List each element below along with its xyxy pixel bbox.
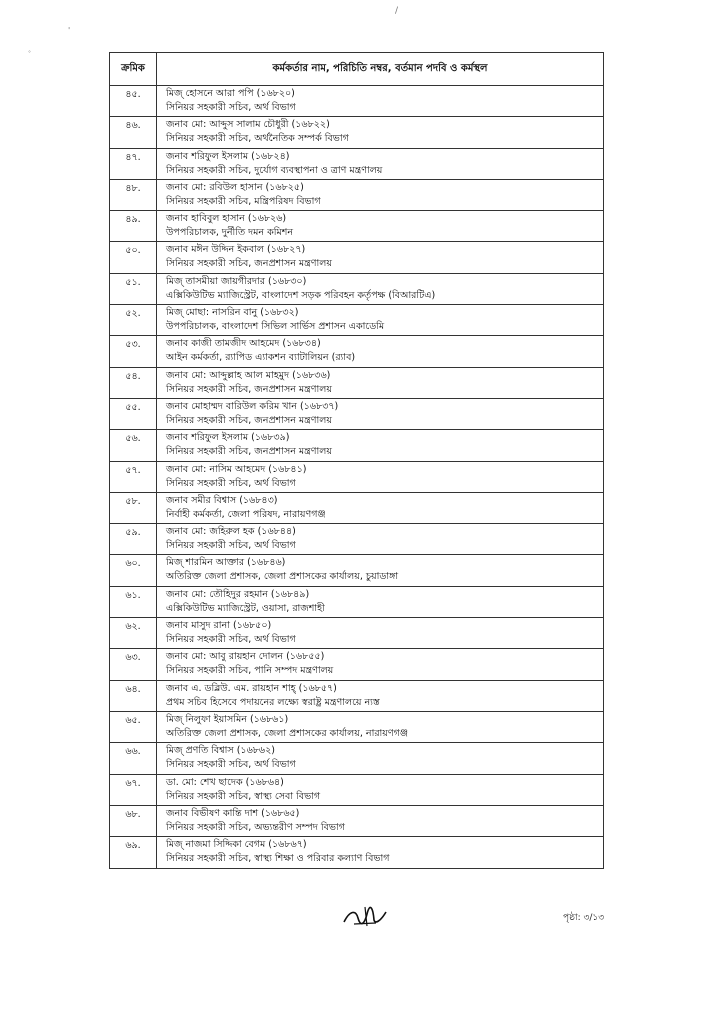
officer-name: জনাব মো: তৌহিদুর রহমান (১৬৮৪৯) (166, 588, 310, 600)
table-row (110, 587, 603, 618)
officer-details (157, 336, 603, 366)
officer-post: সিনিয়র সহকারী সচিব, অর্থ বিভাগ (166, 540, 296, 552)
officer-post: সিনিয়র সহকারী সচিব, অর্থ বিভাগ (166, 634, 296, 646)
table-row (110, 305, 603, 336)
stray-mark: ' (68, 26, 71, 35)
serial-number: ৬২. (110, 618, 157, 648)
officer-post: সিনিয়র সহকারী সচিব, জনপ্রশাসন মন্ত্রণালয় (166, 258, 332, 270)
officer-details (157, 399, 603, 429)
serial-number: ৫৬. (110, 430, 157, 460)
serial-number: ৪৫. (110, 86, 157, 116)
officer-post: সিনিয়র সহকারী সচিব, স্বাস্থ্য শিক্ষা ও পরিবার কল্যাণ বিভাগ (166, 853, 390, 865)
officer-details (157, 649, 603, 679)
table-header-row (110, 53, 603, 86)
officer-details (157, 149, 603, 179)
page-number: পৃষ্ঠা: ৩/১৩ (563, 913, 605, 923)
table-row (110, 743, 603, 774)
table-row (110, 368, 603, 399)
serial-column-header: ক্রমিক (110, 53, 157, 85)
officer-details (157, 775, 603, 805)
table-row (110, 399, 603, 430)
table-row (110, 712, 603, 743)
table-row (110, 274, 603, 305)
officer-name: জনাব মো: নাসিম আহমেদ (১৬৮৪১) (166, 463, 307, 475)
officer-post: প্রথম সচিব হিসেবে পদায়নের লক্ষ্যে স্বরাষ্ট্র মন্ত্রণালয়ে ন্যস্ত (166, 696, 380, 708)
stray-mark: ° (28, 50, 31, 57)
officer-details (157, 86, 603, 116)
officer-details (157, 806, 603, 836)
officer-details (157, 618, 603, 648)
officer-name: ডা. মো: শেখ ছাদেক (১৬৮৬৪) (166, 776, 284, 788)
officer-post: সিনিয়র সহকারী সচিব, পানি সম্পদ মন্ত্রণালয় (166, 665, 334, 677)
serial-number: ৫৫. (110, 399, 157, 429)
table-row (110, 117, 603, 148)
serial-number: ৫১. (110, 274, 157, 304)
officer-post: সিনিয়র সহকারী সচিব, অর্থ বিভাগ (166, 759, 296, 771)
officer-post: সিনিয়র সহকারী সচিব, জনপ্রশাসন মন্ত্রণালয় (166, 414, 332, 426)
officer-post: নির্বাহী কর্মকর্তা, জেলা পরিষদ, নারায়ণগঞ্জ (166, 508, 326, 520)
table-row (110, 837, 603, 868)
table-row (110, 430, 603, 461)
serial-number: ৫৮. (110, 493, 157, 523)
officer-name: জনাব এ. ডব্লিউ. এম. রায়হান শাহ্ (১৬৮৫৭) (166, 682, 337, 694)
officer-post: এক্সিকিউটিভ ম্যাজিস্ট্রেট, ওয়াসা, রাজশাহী (166, 602, 325, 614)
officer-name: মিজ্ শারমিন আক্তার (১৬৮৪৬) (166, 557, 286, 569)
table-row (110, 681, 603, 712)
officer-post: সিনিয়র সহকারী সচিব, অর্থ বিভাগ (166, 477, 296, 489)
officer-name: জনাব শরিফুল ইসলাম (১৬৮৩৯) (166, 432, 290, 444)
officer-details (157, 743, 603, 773)
officer-post: এক্সিকিউটিভ ম্যাজিস্ট্রেট, বাংলাদেশ সড়ক পরিবহন কর্তৃপক্ষ (বিআরটিএ) (166, 289, 436, 301)
officer-table (109, 52, 604, 869)
officer-post: অতিরিক্ত জেলা প্রশাসক, জেলা প্রশাসকের কার্যালয়, নারায়ণগঞ্জ (166, 727, 408, 739)
officer-name: মিজ্ নাজমা সিদ্দিকা বেগম (১৬৮৬৭) (166, 839, 307, 851)
officer-name: জনাব বিভীষণ কান্তি দাশ (১৬৮৬৫) (166, 807, 300, 819)
serial-number: ৬৮. (110, 806, 157, 836)
table-row (110, 149, 603, 180)
officer-name: জনাব মো: জহিরুল হক (১৬৮৪৪) (166, 526, 296, 538)
serial-number: ৫০. (110, 242, 157, 272)
officer-name: জনাব মো: রবিউল হাসান (১৬৮২৫) (166, 181, 304, 193)
officer-name: মিজ্ মোছা: নাসরিন বানু (১৬৮৩২) (166, 307, 299, 319)
table-row (110, 242, 603, 273)
officer-name: জনাব মো: আব্দুস সালাম চৌধুরী (১৬৮২২) (166, 119, 330, 131)
officer-details (157, 430, 603, 460)
table-row (110, 524, 603, 555)
table-row (110, 649, 603, 680)
officer-details (157, 587, 603, 617)
officer-details (157, 274, 603, 304)
officer-post: উপপরিচালক, দুর্নীতি দমন কমিশন (166, 227, 294, 239)
officer-details (157, 242, 603, 272)
serial-number: ৬৬. (110, 743, 157, 773)
serial-number: ৪৮. (110, 180, 157, 210)
officer-name: জনাব কাজী তামজীদ আহমেদ (১৬৮৩৪) (166, 338, 321, 350)
table-row (110, 462, 603, 493)
officer-details (157, 180, 603, 210)
officer-details (157, 211, 603, 241)
officer-post: সিনিয়র সহকারী সচিব, স্বাস্থ্য সেবা বিভাগ (166, 790, 321, 802)
table-row (110, 806, 603, 837)
serial-number: ৫৯. (110, 524, 157, 554)
table-body (110, 86, 603, 868)
serial-number: ৪৭. (110, 149, 157, 179)
officer-name: জনাব শরিফুল ইসলাম (১৬৮২৪) (166, 150, 290, 162)
serial-number: ৬১. (110, 587, 157, 617)
officer-name: মিজ্ প্রণতি বিশ্বাস (১৬৮৬২) (166, 745, 275, 757)
officer-details (157, 462, 603, 492)
table-row (110, 86, 603, 117)
officer-post: আইন কর্মকর্তা, র‍্যাপিড এ্যাকশন ব্যাটালিয়ন (র‍্যাব) (166, 352, 356, 364)
serial-number: ৬০. (110, 555, 157, 585)
serial-number: ৬৭. (110, 775, 157, 805)
officer-post: সিনিয়র সহকারী সচিব, দুর্যোগ ব্যবস্থাপনা ও ত্রাণ মন্ত্রণালয় (166, 164, 383, 176)
table-row (110, 775, 603, 806)
officer-name: জনাব মো: আব্দুল্লাহ আল মাহমুদ (১৬৮৩৬) (166, 369, 331, 381)
serial-number: ৪৯. (110, 211, 157, 241)
officer-name: জনাব মাসুদ রানা (১৬৮৫০) (166, 620, 272, 632)
officer-name: জনাব সমীর বিশ্বাস (১৬৮৪৩) (166, 494, 278, 506)
details-column-header: কর্মকর্তার নাম, পরিচিতি নম্বর, বর্তমান পদবি ও কর্মস্থল (272, 63, 488, 74)
serial-number: ৬৫. (110, 712, 157, 742)
officer-details (157, 555, 603, 585)
officer-details (157, 117, 603, 147)
table-row (110, 618, 603, 649)
officer-details (157, 368, 603, 398)
serial-number: ৬৪. (110, 681, 157, 711)
officer-details (157, 305, 603, 335)
officer-name: মিজ্ হোসনে আরা পপি (১৬৮২০) (166, 88, 295, 99)
officer-details (157, 681, 603, 711)
table-row (110, 555, 603, 586)
serial-number: ৫২. (110, 305, 157, 335)
officer-name: জনাব মোহাম্মদ বারিউল করিম খান (১৬৮৩৭) (166, 400, 339, 412)
officer-name: মিজ্ নিলুফা ইয়াসমিন (১৬৮৬১) (166, 713, 289, 725)
signature-icon (340, 904, 390, 928)
officer-post: সিনিয়র সহকারী সচিব, অর্থনৈতিক সম্পর্ক বিভাগ (166, 133, 349, 145)
table-row (110, 493, 603, 524)
officer-post: উপপরিচালক, বাংলাদেশ সিভিল সার্ভিস প্রশাসন একাডেমি (166, 321, 385, 333)
table-row (110, 180, 603, 211)
officer-name: মিজ্ তাসমীয়া জায়গীরদার (১৬৮৩০) (166, 275, 307, 287)
serial-number: ৪৬. (110, 117, 157, 147)
officer-post: অতিরিক্ত জেলা প্রশাসক, জেলা প্রশাসকের কার্যালয়, চুয়াডাঙ্গা (166, 571, 399, 583)
serial-number: ৫৭. (110, 462, 157, 492)
officer-details (157, 524, 603, 554)
officer-post: সিনিয়র সহকারী সচিব, অভ্যন্তরীণ সম্পদ বিভাগ (166, 821, 345, 833)
officer-post: সিনিয়র সহকারী সচিব, মন্ত্রিপরিষদ বিভাগ (166, 195, 321, 207)
stray-mark: / (395, 6, 399, 16)
officer-post: সিনিয়র সহকারী সচিব, অর্থ বিভাগ (166, 102, 296, 113)
serial-number: ৫৪. (110, 368, 157, 398)
officer-name: জনাব মো: আবু রায়হান দোলন (১৬৮৫৫) (166, 651, 325, 663)
serial-number: ৬৩. (110, 649, 157, 679)
table-row (110, 211, 603, 242)
officer-post: সিনিয়র সহকারী সচিব, জনপ্রশাসন মন্ত্রণালয় (166, 383, 332, 395)
table-row (110, 336, 603, 367)
serial-number: ৬৯. (110, 837, 157, 868)
officer-details (157, 837, 603, 868)
officer-post: সিনিয়র সহকারী সচিব, জনপ্রশাসন মন্ত্রণালয় (166, 446, 332, 458)
officer-details (157, 493, 603, 523)
officer-details (157, 712, 603, 742)
officer-name: জনাব মঈন উদ্দিন ইকবাল (১৬৮২৭) (166, 244, 306, 256)
serial-number: ৫৩. (110, 336, 157, 366)
officer-name: জনাব হাবিবুল হাসান (১৬৮২৬) (166, 213, 287, 225)
